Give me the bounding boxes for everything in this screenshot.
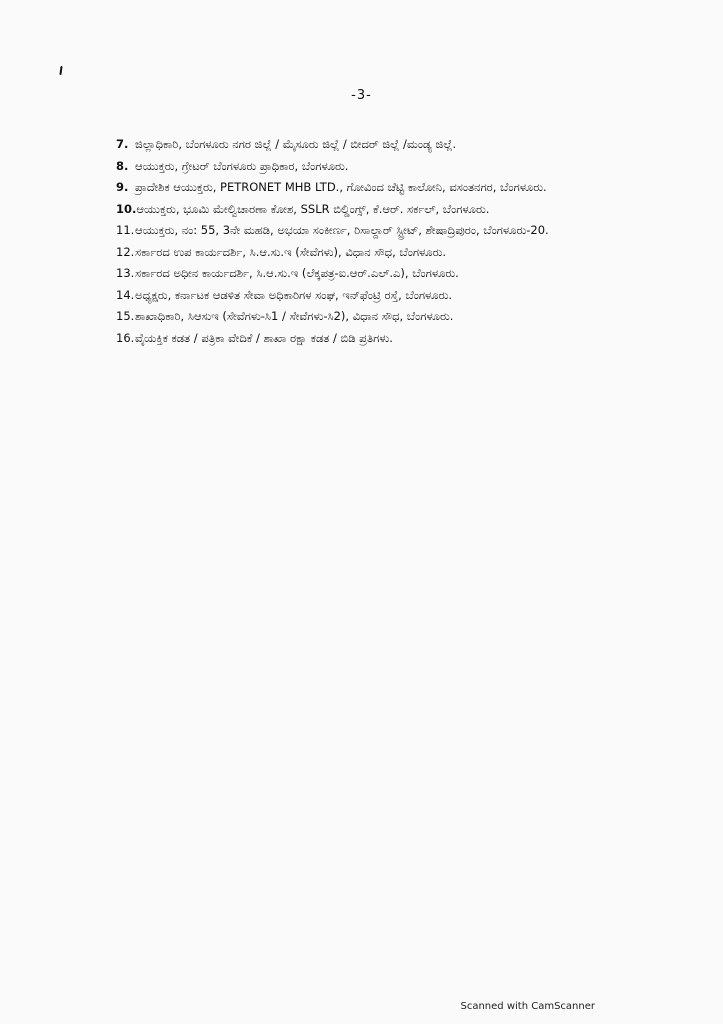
list-item xyxy=(116,328,646,350)
item-number: 8. xyxy=(116,158,129,173)
item-text: ಆಯುಕ್ತರು, ಭೂಮಿ ಮೇಲ್ವಿಚಾರಣಾ ಕೋಶ, SSLR ಬಿಲ್ಡಿಂಗ್ಸ್, ಕೆ.ಆರ್. ಸರ್ಕಲ್, ಬೆಂಗಳೂರು. xyxy=(136,201,490,216)
item-text: ವೈಯಕ್ತಿಕ ಕಡತ / ಪತ್ರಿಕಾ ವೇದಿಕೆ / ಶಾಖಾ ರಕ್ಷಾ ಕಡತ / ಬಿಡಿ ಪ್ರತಿಗಳು. xyxy=(135,330,393,345)
item-number: 11. xyxy=(116,223,135,237)
scanner-watermark: Scanned with CamScanner xyxy=(460,1001,595,1012)
item-text: ಪ್ರಾದೇಶಿಕ ಆಯುಕ್ತರು, PETRONET MHB LTD., ಗೋವಿಂದ ಚೆಟ್ಟಿ ಕಾಲೋನಿ, ವಸಂತನಗರ, ಬೆಂಗಳೂರು. xyxy=(135,180,547,194)
item-text: ಆಯುಕ್ತರು, ನಂ: 55, 3ನೇ ಮಹಡಿ, ಅಭಯಾ ಸಂಕೀರ್ಣ, ರಿಸಾಲ್ದಾರ್ ಸ್ಟ್ರೀಟ್, ಶೇಷಾದ್ರಿಪುರಂ, ಬೆಂಗಳೂರು-20. xyxy=(135,223,549,237)
item-number: 15. xyxy=(116,309,135,323)
list-item xyxy=(116,177,646,199)
item-text: ಜಿಲ್ಲಾಧಿಕಾರಿ, ಬೆಂಗಳೂರು ನಗರ ಜಿಲ್ಲೆ / ಮೈಸೂರು ಜಿಲ್ಲೆ / ಬೀದರ್ ಜಿಲ್ಲೆ /ಮಂಡ್ಯ ಜಿಲ್ಲೆ. xyxy=(135,137,457,151)
item-text: ಅಧ್ಯಕ್ಷರು, ಕರ್ನಾಟಕ ಆಡಳಿತ ಸೇವಾ ಅಧಿಕಾರಿಗಳ ಸಂಘ, ಇನ್‌ಫೆಂಟ್ರಿ ರಸ್ತೆ, ಬೆಂಗಳೂರು. xyxy=(135,287,453,302)
list-item xyxy=(116,285,646,307)
item-number: 16. xyxy=(116,330,135,345)
item-number: 13. xyxy=(116,266,135,280)
list-item xyxy=(116,242,646,264)
item-number: 9. xyxy=(116,180,129,194)
item-number: 7. xyxy=(116,137,129,151)
item-text: ಶಾಖಾಧಿಕಾರಿ, ಸಿಆಸುಇ (ಸೇವೆಗಳು-ಸಿ1 / ಸೇವೆಗಳು-ಸಿ2), ವಿಧಾನ ಸೌಧ, ಬೆಂಗಳೂರು. xyxy=(135,309,454,323)
item-number: 10. xyxy=(116,201,137,216)
item-number: 12. xyxy=(116,244,135,259)
list-item xyxy=(116,263,646,285)
list-item xyxy=(116,220,646,242)
list-item xyxy=(116,306,646,328)
list-item xyxy=(116,156,646,178)
item-number: 14. xyxy=(116,287,135,302)
page-number: -3- xyxy=(351,88,372,103)
item-text: ಆಯುಕ್ತರು, ಗ್ರೇಟರ್ ಬೆಂಗಳೂರು ಪ್ರಾಧಿಕಾರ, ಬೆಂಗಳೂರು. xyxy=(135,158,349,173)
copy-to-list xyxy=(116,134,646,349)
item-text: ಸರ್ಕಾರದ ಅಧೀನ ಕಾರ್ಯದರ್ಶಿ, ಸಿ.ಆ.ಸು.ಇ (ಲೆಕ್ಕಪತ್ರ-ಐ.ಆರ್.ಎಲ್.ಎ), ಬೆಂಗಳೂರು. xyxy=(135,266,459,280)
list-item xyxy=(116,134,646,156)
list-item xyxy=(116,199,646,221)
item-text: ಸರ್ಕಾರದ ಉಪ ಕಾರ್ಯದರ್ಶಿ, ಸಿ.ಆ.ಸು.ಇ (ಸೇವೆಗಳು), ವಿಧಾನ ಸೌಧ, ಬೆಂಗಳೂರು. xyxy=(135,244,447,259)
margin-mark xyxy=(59,66,62,75)
